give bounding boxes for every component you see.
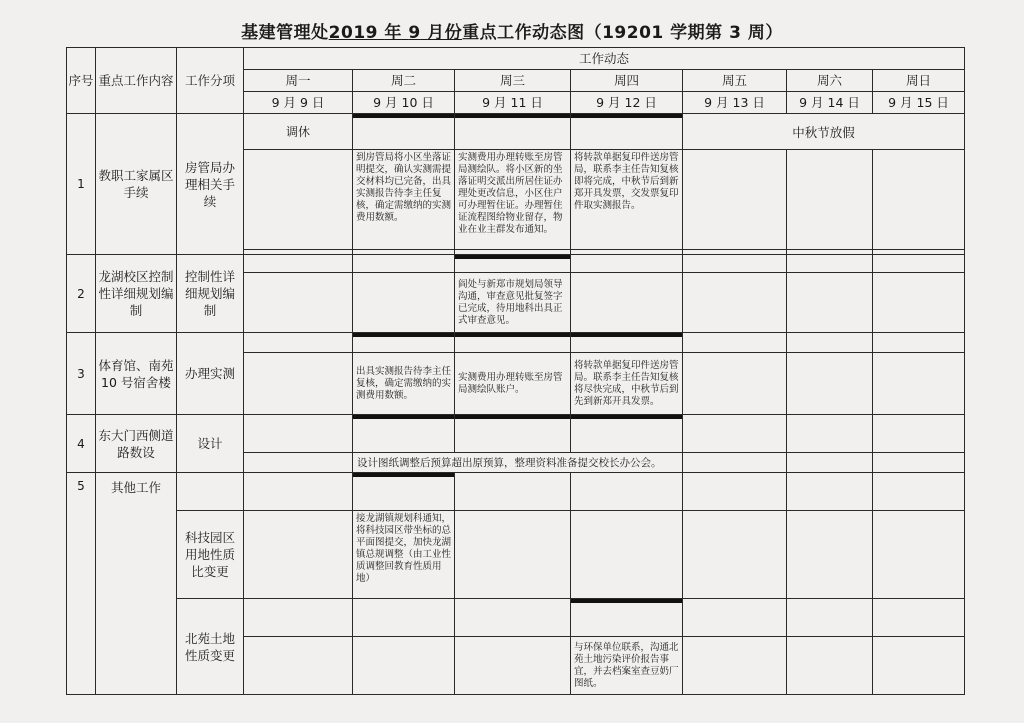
progress-bar-cell	[455, 415, 571, 453]
row-sub: 房管局办理相关手续	[177, 114, 244, 255]
empty-cell	[787, 599, 873, 637]
mon-leave: 调休	[244, 114, 353, 150]
row-seq: 5	[67, 473, 96, 695]
empty-cell	[455, 637, 571, 695]
note-cell: 将转款单据复印件送房管局。联系李主任告知复核将尽快完成，中秋节后到先到新郑开具发票。	[571, 353, 683, 415]
empty-cell	[873, 353, 965, 415]
empty-cell	[873, 415, 965, 453]
day-name: 周五	[683, 70, 787, 92]
day-name: 周一	[244, 70, 353, 92]
empty-cell	[353, 273, 455, 333]
empty-cell	[787, 150, 873, 250]
empty-cell	[455, 473, 571, 511]
empty-cell	[455, 599, 571, 637]
empty-cell	[244, 333, 353, 353]
row-content: 东大门西侧道路数设	[96, 415, 177, 473]
progress-bar-cell	[455, 333, 571, 353]
day-date: 9 月 14 日	[787, 92, 873, 114]
progress-bar-cell	[571, 333, 683, 353]
progress-bar-cell	[571, 415, 683, 453]
empty-cell	[571, 473, 683, 511]
empty-cell	[571, 511, 683, 599]
header-dynamic: 工作动态	[244, 48, 965, 70]
empty-cell	[683, 511, 787, 599]
empty-cell	[873, 150, 965, 250]
empty-cell	[455, 511, 571, 599]
empty-cell	[244, 453, 353, 473]
day-name: 周日	[873, 70, 965, 92]
progress-bar-cell	[571, 599, 683, 637]
empty-cell	[683, 150, 787, 250]
header-content: 重点工作内容	[96, 48, 177, 114]
row-sub: 办理实测	[177, 333, 244, 415]
empty-cell	[683, 255, 787, 273]
empty-cell	[683, 415, 787, 453]
holiday-label: 中秋节放假	[683, 114, 965, 150]
empty-cell	[683, 273, 787, 333]
progress-bar-cell	[353, 415, 455, 453]
empty-cell	[353, 599, 455, 637]
day-date: 9 月 9 日	[244, 92, 353, 114]
empty-cell	[244, 637, 353, 695]
empty-cell	[787, 353, 873, 415]
row-seq: 2	[67, 255, 96, 333]
empty-cell	[787, 273, 873, 333]
empty-cell	[683, 453, 787, 473]
empty-cell	[787, 473, 873, 511]
empty-cell	[873, 473, 965, 511]
progress-bar-cell	[353, 114, 455, 150]
row-seq: 4	[67, 415, 96, 473]
empty-cell	[787, 415, 873, 453]
header-seq: 序号	[67, 48, 96, 114]
empty-cell	[787, 453, 873, 473]
empty-cell	[244, 353, 353, 415]
progress-bar-cell	[455, 114, 571, 150]
empty-cell	[244, 150, 353, 250]
empty-cell	[787, 637, 873, 695]
row-content: 教职工家属区手续	[96, 114, 177, 255]
work-table	[66, 47, 965, 695]
empty-cell	[571, 255, 683, 273]
empty-cell	[787, 333, 873, 353]
note-cell: 阎处与新郑市规划局领导沟通，审查意见批复签字已完成，待用地科出具正式审查意见。	[455, 273, 571, 333]
empty-cell	[873, 599, 965, 637]
empty-cell	[683, 473, 787, 511]
day-name: 周二	[353, 70, 455, 92]
note-cell: 到房管局将小区坐落证明提交，确认实测需提交材料均已完备，出具实测报告待李主任复核，确定需缴纳的实测费用数额。	[353, 150, 455, 250]
empty-cell	[177, 473, 244, 511]
note-cell: 出具实测报告待李主任复核，确定需缴纳的实测费用数额。	[353, 353, 455, 415]
note-cell: 将转款单据复印件送房管局，联系李主任告知复核即将完成，中秋节后到新郑开具发票，交发票复印件取实测报告。	[571, 150, 683, 250]
row-content: 体育馆、南苑 10 号宿舍楼	[96, 333, 177, 415]
note-cell: 接龙湖镇规划科通知，将科技园区带坐标的总平面图提交，加快龙湖镇总规调整（由工业性质调整回教育性质用地）	[353, 511, 455, 599]
empty-cell	[244, 511, 353, 599]
header-sub: 工作分项	[177, 48, 244, 114]
empty-cell	[873, 453, 965, 473]
empty-cell	[244, 273, 353, 333]
day-date: 9 月 11 日	[455, 92, 571, 114]
progress-bar-cell	[353, 473, 455, 511]
empty-cell	[353, 255, 455, 273]
note-cell: 与环保单位联系，沟通北苑土地污染评价报告事宜，并去档案室查豆奶厂图纸。	[571, 637, 683, 695]
empty-cell	[787, 511, 873, 599]
empty-cell	[571, 273, 683, 333]
day-name: 周四	[571, 70, 683, 92]
row-sub: 科技园区用地性质比变更	[177, 511, 244, 599]
empty-cell	[244, 473, 353, 511]
empty-cell	[244, 599, 353, 637]
note-cell: 实测费用办理转账至房管局测绘队账户。	[455, 353, 571, 415]
empty-cell	[873, 333, 965, 353]
empty-cell	[873, 637, 965, 695]
empty-cell	[683, 353, 787, 415]
day-date: 9 月 10 日	[353, 92, 455, 114]
empty-cell	[873, 273, 965, 333]
progress-bar-cell	[455, 255, 571, 273]
note-cell: 实测费用办理转账至房管局测绘队。将小区新的坐落证明交派出所居住证办理处更改信息，小区住户可办理暂住证。办理暂住证流程图给物业留存，物业在业主群发布通知。	[455, 150, 571, 250]
empty-cell	[873, 511, 965, 599]
empty-cell	[787, 255, 873, 273]
row-sub: 设计	[177, 415, 244, 473]
day-date: 9 月 12 日	[571, 92, 683, 114]
empty-cell	[683, 333, 787, 353]
empty-cell	[244, 415, 353, 453]
row-content: 其他工作	[96, 473, 177, 695]
progress-bar-cell	[353, 333, 455, 353]
row-sub: 控制性详细规划编制	[177, 255, 244, 333]
empty-cell	[683, 637, 787, 695]
empty-cell	[244, 255, 353, 273]
day-name: 周三	[455, 70, 571, 92]
day-date: 9 月 13 日	[683, 92, 787, 114]
empty-cell	[353, 637, 455, 695]
progress-bar-cell	[571, 114, 683, 150]
row-seq: 3	[67, 333, 96, 415]
day-name: 周六	[787, 70, 873, 92]
day-date: 9 月 15 日	[873, 92, 965, 114]
empty-cell	[873, 255, 965, 273]
page-title: 基建管理处2019 年 9 月份重点工作动态图（19201 学期第 3 周）	[241, 23, 783, 43]
row-seq: 1	[67, 114, 96, 255]
row-content: 龙湖校区控制性详细规划编制	[96, 255, 177, 333]
span-note: 设计图纸调整后预算超出原预算，整理资料准备提交校长办公会。	[353, 453, 683, 473]
empty-cell	[683, 599, 787, 637]
row-sub: 北苑土地性质变更	[177, 599, 244, 695]
